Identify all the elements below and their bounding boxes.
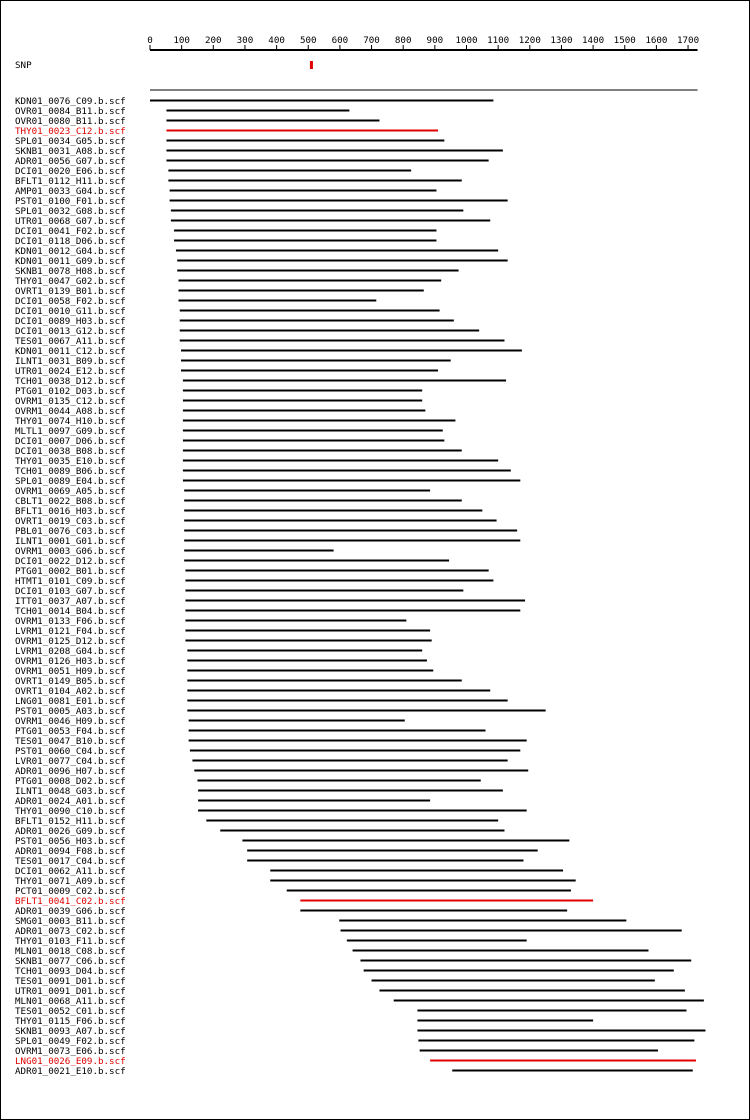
read-name[interactable]: TCH01_0014_B04.b.scf [15,606,126,617]
read-name[interactable]: LVR01_0077_C04.b.scf [15,756,126,767]
read-name[interactable]: SMG01_0003_B11.b.scf [15,916,126,927]
read-name[interactable]: THY01_0035_E10.b.scf [15,456,126,467]
read-name[interactable]: TES01_0067_A11.b.scf [15,336,126,347]
ruler-tick-label: 1200 [518,35,541,46]
read-name[interactable]: ADR01_0039_G06.b.scf [15,906,126,917]
read-name[interactable]: OVR01_0080_B11.b.scf [15,116,126,127]
read-name[interactable]: THY01_0023_C12.b.scf [15,126,126,137]
read-name[interactable]: THY01_0071_A09.b.scf [15,876,126,887]
read-name[interactable]: PST01_0100_F01.b.scf [15,196,126,207]
read-row[interactable] [15,1066,693,1077]
read-name[interactable]: DCI01_0118_D06.b.scf [15,236,126,247]
ruler-tick-label: 900 [426,35,444,46]
read-name[interactable]: HTMT1_0101_C09.b.scf [15,576,126,587]
read-name[interactable]: KDN01_0012_G04.b.scf [15,246,126,257]
read-name[interactable]: MLN01_0018_C08.b.scf [15,946,126,957]
ruler-tick-label: 800 [394,35,412,46]
read-name[interactable]: THY01_0115_F06.b.scf [15,1016,126,1027]
read-name[interactable]: DCI01_0020_E06.b.scf [15,166,126,177]
read-name[interactable]: PST01_0005_A03.b.scf [15,706,126,717]
read-name[interactable]: SKNB1_0078_H08.b.scf [15,266,126,277]
read-name[interactable]: PTG01_0102_D03.b.scf [15,386,126,397]
read-name[interactable]: OVRT1_0149_B05.b.scf [15,676,126,687]
read-name[interactable]: OVRM1_0126_H03.b.scf [15,656,126,667]
ruler-tick-label: 1000 [455,35,478,46]
read-name[interactable]: OVRM1_0051_H09.b.scf [15,666,126,677]
read-name[interactable]: BFLT1_0112_H11.b.scf [15,176,126,187]
read-name[interactable]: THY01_0047_G02.b.scf [15,276,126,287]
read-name[interactable]: PCT01_0009_C02.b.scf [15,886,126,897]
read-name[interactable]: ILNT1_0048_G03.b.scf [15,786,126,797]
ruler-tick-label: 100 [173,35,190,46]
read-name[interactable]: THY01_0103_F11.b.scf [15,936,126,947]
ruler-tick-label: 1300 [550,35,573,46]
read-name[interactable]: OVRM1_0073_E06.b.scf [15,1046,126,1057]
read-name[interactable]: TCH01_0038_D12.b.scf [15,376,126,387]
read-name[interactable]: DCI01_0038_B08.b.scf [15,446,126,457]
read-name[interactable]: KDN01_0011_C12.b.scf [15,346,126,357]
read-name[interactable]: THY01_0090_C10.b.scf [15,806,126,817]
read-name[interactable]: PTG01_0053_F04.b.scf [15,726,126,737]
read-name[interactable]: CBLT1_0022_B08.b.scf [15,496,126,507]
read-name[interactable]: SKNB1_0031_A08.b.scf [15,146,126,157]
read-name[interactable]: DCI01_0010_G11.b.scf [15,306,126,317]
ruler-tick-label: 200 [204,35,222,46]
read-name[interactable]: OVRM1_0003_G06.b.scf [15,546,126,557]
read-name[interactable]: OVRT1_0139_B01.b.scf [15,286,126,297]
read-name[interactable]: TCH01_0089_B06.b.scf [15,466,126,477]
read-name[interactable]: OVRT1_0104_A02.b.scf [15,686,126,697]
snp-track [15,60,313,71]
read-name[interactable]: PTG01_0008_D02.b.scf [15,776,126,787]
read-name[interactable]: SPL01_0034_G05.b.scf [15,136,126,147]
read-name[interactable]: BFLT1_0152_H11.b.scf [15,816,126,827]
read-name[interactable]: UTR01_0091_D01.b.scf [15,986,126,997]
read-name[interactable]: ADR01_0056_G07.b.scf [15,156,126,167]
read-name[interactable]: DCI01_0089_H03.b.scf [15,316,126,327]
read-name[interactable]: PST01_0060_C04.b.scf [15,746,126,757]
read-name[interactable]: LVRM1_0121_F04.b.scf [15,626,126,637]
read-name[interactable]: DCI01_0022_D12.b.scf [15,556,126,567]
read-name[interactable]: OVR01_0084_B11.b.scf [15,106,126,117]
read-name[interactable]: ILNT1_0031_B09.b.scf [15,356,126,367]
read-name[interactable]: MLTL1_0097_G09.b.scf [15,426,126,437]
read-name[interactable]: UTR01_0024_E12.b.scf [15,366,126,377]
read-name[interactable]: TES01_0017_C04.b.scf [15,856,126,867]
read-name[interactable]: PTG01_0002_B01.b.scf [15,566,126,577]
read-name[interactable]: SKNB1_0093_A07.b.scf [15,1026,126,1037]
read-name[interactable]: ADR01_0094_F08.b.scf [15,846,126,857]
read-name[interactable]: DCI01_0058_F02.b.scf [15,296,126,307]
read-name[interactable]: BFLT1_0041_C02.b.scf [15,896,126,907]
read-name[interactable]: LNG01_0026_E09.b.scf [15,1056,126,1067]
ruler-tick-label: 500 [299,35,317,46]
read-name[interactable]: ADR01_0073_C02.b.scf [15,926,126,937]
read-name[interactable]: LNG01_0081_E01.b.scf [15,696,126,707]
read-name[interactable]: OVRM1_0125_D12.b.scf [15,636,126,647]
read-name[interactable]: ILNT1_0001_G01.b.scf [15,536,126,547]
read-name[interactable]: THY01_0074_H10.b.scf [15,416,126,427]
read-name[interactable]: SPL01_0089_E04.b.scf [15,476,126,487]
read-name[interactable]: OVRT1_0019_C03.b.scf [15,516,126,527]
read-name[interactable]: DCI01_0062_A11.b.scf [15,866,126,877]
read-list [15,96,705,1077]
read-name[interactable]: OVRM1_0133_F06.b.scf [15,616,126,627]
read-name[interactable]: OVRM1_0046_H09.b.scf [15,716,126,727]
ruler-tick-label: 1100 [487,35,510,46]
read-name[interactable]: DCI01_0013_G12.b.scf [15,326,126,337]
read-name[interactable]: TES01_0091_D01.b.scf [15,976,126,987]
read-name[interactable]: MLN01_0068_A11.b.scf [15,996,126,1007]
read-name[interactable]: OVRM1_0135_C12.b.scf [15,396,126,407]
read-name[interactable]: KDN01_0076_C09.b.scf [15,96,126,107]
ruler-tick-label: 600 [331,35,349,46]
read-name[interactable]: BFLT1_0016_H03.b.scf [15,506,126,517]
ruler-tick-label: 1400 [582,35,605,46]
position-ruler [147,35,699,50]
read-name[interactable]: TES01_0052_C01.b.scf [15,1006,126,1017]
ruler-tick-label: 300 [236,35,254,46]
read-name[interactable]: KDN01_0011_G09.b.scf [15,256,126,267]
ruler-tick-label: 400 [268,35,285,46]
read-name[interactable]: SPL01_0049_F02.b.scf [15,1036,126,1047]
read-name[interactable]: ADR01_0024_A01.b.scf [15,796,126,807]
read-name[interactable]: DCI01_0041_F02.b.scf [15,226,126,237]
read-name[interactable]: ADR01_0026_G09.b.scf [15,826,126,837]
read-name[interactable]: TCH01_0093_D04.b.scf [15,966,126,977]
read-name[interactable]: AMP01_0033_G04.b.scf [15,186,126,197]
read-name[interactable]: OVRM1_0069_A05.b.scf [15,486,126,497]
read-name[interactable]: OVRM1_0044_A08.b.scf [15,406,126,417]
read-name[interactable]: TES01_0047_B10.b.scf [15,736,126,747]
ruler-tick-label: 1700 [676,35,700,46]
read-name[interactable]: DCI01_0007_D06.b.scf [15,436,126,447]
read-name[interactable]: ADR01_0096_H07.b.scf [15,766,126,777]
ruler-tick-label: 1600 [645,35,668,46]
read-name[interactable]: PST01_0056_H03.b.scf [15,836,126,847]
read-name[interactable]: SPL01_0032_G08.b.scf [15,206,126,217]
ruler-tick-label: 700 [363,35,380,46]
snp-marker[interactable] [310,61,313,69]
read-name[interactable]: PBL01_0076_C03.b.scf [15,526,126,537]
read-name[interactable]: LVRM1_0208_G04.b.scf [15,646,126,657]
read-name[interactable]: ITT01_0037_A07.b.scf [15,596,126,607]
ruler-tick-label: 1500 [613,35,636,46]
read-name[interactable]: SKNB1_0077_C06.b.scf [15,956,126,967]
read-name[interactable]: UTR01_0068_G07.b.scf [15,216,126,227]
ruler-tick-label: 0 [147,35,153,46]
read-name[interactable]: ADR01_0021_E10.b.scf [15,1066,126,1077]
snp-label: SNP [15,60,32,71]
read-name[interactable]: DCI01_0103_G07.b.scf [15,586,126,597]
